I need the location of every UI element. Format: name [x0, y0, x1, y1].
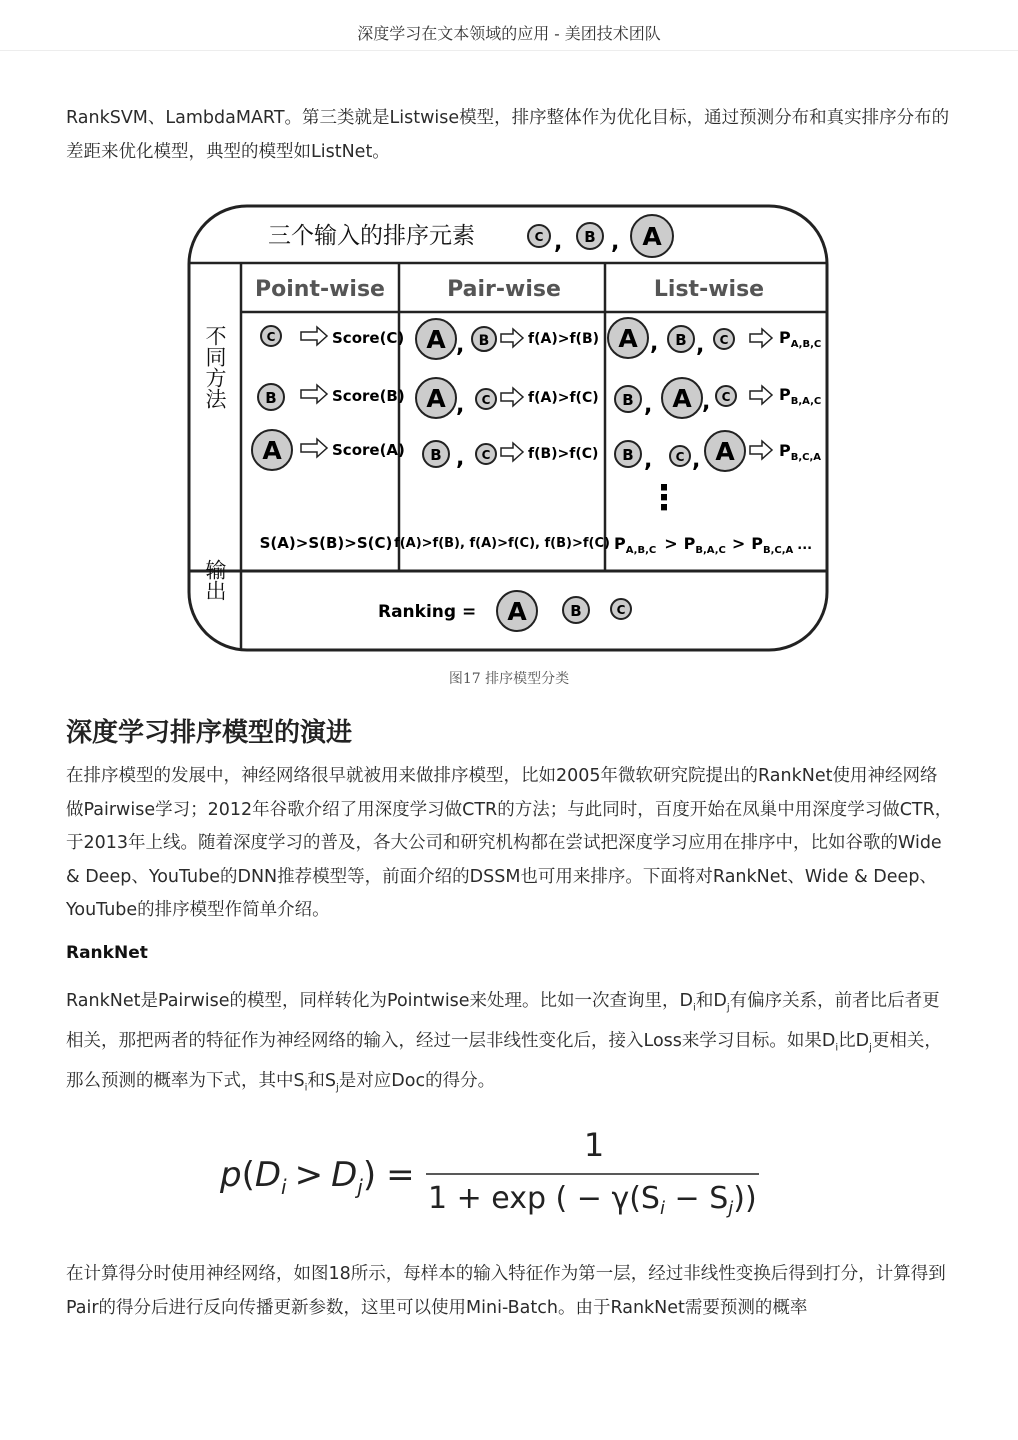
svg-text:C: C	[719, 333, 729, 347]
svg-text:B: B	[622, 391, 634, 409]
figure-caption: 图17 排序模型分类	[448, 671, 570, 687]
svg-text:,: ,	[644, 393, 653, 418]
svg-text:A: A	[426, 325, 446, 354]
pairwise-summary: f(A)>f(B), f(A)>f(C), f(B)>f(C)	[394, 536, 610, 551]
input-circle-B	[577, 223, 603, 249]
svg-text:C: C	[481, 393, 491, 407]
ranking-model-figure	[186, 202, 832, 654]
output-circle-A	[497, 591, 537, 631]
formula-denominator: 1 + exp ( − $\gamma(S_i - S_j)$)	[428, 1181, 757, 1219]
svg-text:,: ,	[702, 390, 711, 415]
svg-text:C: C	[534, 230, 544, 244]
svg-text:B: B	[570, 602, 582, 620]
svg-text:C: C	[721, 390, 731, 404]
svg-text:,: ,	[456, 393, 465, 418]
column-header-listwise: List-wise	[653, 277, 765, 302]
comma: ,	[611, 230, 620, 255]
pointwise-summary: S(A)>S(B)>S(C)	[259, 534, 393, 552]
svg-text:Score(A): Score(A)	[332, 441, 405, 459]
svg-text:A: A	[426, 384, 446, 413]
svg-text:B: B	[265, 389, 277, 407]
svg-text:C: C	[481, 448, 491, 462]
svg-text:B: B	[430, 446, 442, 464]
output-circle-B	[563, 597, 589, 623]
intro-paragraph: RankSVM、LambdaMART。第三类就是Listwise模型，排序整体作为优化目标，通过预测分布和真实排序分布的差距来优化模型，典型的模型如ListNet。	[66, 108, 950, 162]
svg-text:PB,A,C: $P_{B,A,C}$	[779, 385, 822, 407]
svg-text:A: A	[715, 437, 735, 466]
svg-text:,: ,	[456, 446, 465, 471]
svg-text:C: C	[266, 330, 276, 344]
page-header	[0, 0, 1018, 51]
svg-text:Score(B): Score(B)	[332, 387, 405, 405]
svg-text:p(Di>Dj)=: $p(D_i > D_j)$ =	[220, 1155, 415, 1199]
svg-text:B: B	[622, 446, 634, 464]
svg-text:,: ,	[644, 448, 653, 473]
formula-numerator: 1	[583, 1126, 605, 1164]
header-title: 深度学习在文本领域的应用 - 美团技术团队	[357, 24, 661, 43]
listwise-summary: $P_{A,B,C} > P_{B,A,C} > P_{B,C,A}$ ...	[614, 534, 813, 556]
ranknet-formula	[216, 1120, 776, 1230]
section-paragraph: 在排序模型的发展中，神经网络很早就被用来做排序模型，比如2005年微软研究院提出的RankNet使用神经网络做Pairwise学习；2012年谷歌介绍了用深度学习做CTR的方法；与此同时，百度开始在凤巢中用深度学习做CTR，于2013年上线。随着深度学习的普及，各大公司和研究机构都在尝试把深度学习应用在排序中，比如谷歌的Wide & Deep、YouTube的DNN推荐模型等，前面介绍的DSSM也可用来排序。下面将对RankNet、Wide & Deep、YouTube的排序模型作简单介绍。	[66, 766, 953, 920]
svg-text:,: ,	[456, 333, 465, 358]
section-title: 深度学习排序模型的演进	[66, 718, 353, 748]
input-circle-C	[528, 225, 550, 247]
svg-text:,: ,	[650, 331, 659, 356]
svg-text:Score(C): Score(C)	[332, 329, 405, 347]
svg-text:C: C	[675, 450, 685, 464]
listwise-ellipsis: ⋮	[647, 478, 681, 518]
svg-text:,: ,	[696, 333, 705, 358]
side-label-output: 输出	[203, 559, 227, 601]
side-label-methods: 不同方法	[203, 325, 227, 409]
svg-text:A: A	[507, 597, 527, 626]
svg-text:B: B	[675, 331, 687, 349]
svg-text:C: C	[616, 603, 626, 617]
svg-text:f(A)>f(B): f(A)>f(B)	[528, 331, 600, 347]
column-header-pointwise: Point-wise	[255, 277, 385, 302]
figure-top-label: 三个输入的排序元素	[268, 223, 475, 249]
column-header-pairwise: Pair-wise	[447, 277, 561, 302]
input-circle-A	[631, 215, 673, 257]
ranknet-paragraph: RankNet是Pairwise的模型，同样转化为Pointwise来处理。比如一次查询里，$D_i$和$D_j$有偏序关系，前者比后者更相关，那把两者的特征作为神经网络的输入，经过一层非线性变化后，接入Loss来学习目标。如果$D_i$比$D_j$更相关，那么预测的概率为下式，其中$S_i$和$S_j$是对应Doc的得分。	[66, 991, 942, 1094]
output-label: Ranking =	[378, 602, 477, 622]
svg-text:PA,B,C: $P_{A,B,C}$	[779, 328, 822, 350]
closing-paragraph: 在计算得分时使用神经网络，如图18所示，每样本的输入特征作为第一层，经过非线性变换后得到打分，计算得到Pair的得分后进行反向传播更新参数，这里可以使用Mini-Batch。由于RankNet需要预测的概率	[66, 1264, 946, 1318]
svg-text:PB,C,A: $P_{B,C,A}$	[779, 441, 822, 463]
comma: ,	[554, 230, 563, 255]
svg-text:B: B	[584, 228, 596, 246]
svg-text:A: A	[262, 436, 282, 465]
subsection-title: RankNet	[66, 943, 148, 963]
svg-text:f(A)>f(C): f(A)>f(C)	[528, 390, 599, 406]
svg-text:,: ,	[692, 448, 701, 473]
output-circle-C	[611, 599, 631, 619]
svg-text:A: A	[672, 384, 692, 413]
svg-text:f(B)>f(C): f(B)>f(C)	[528, 446, 599, 462]
svg-text:B: B	[478, 333, 490, 349]
svg-text:A: A	[618, 324, 638, 353]
svg-text:A: A	[642, 222, 662, 251]
